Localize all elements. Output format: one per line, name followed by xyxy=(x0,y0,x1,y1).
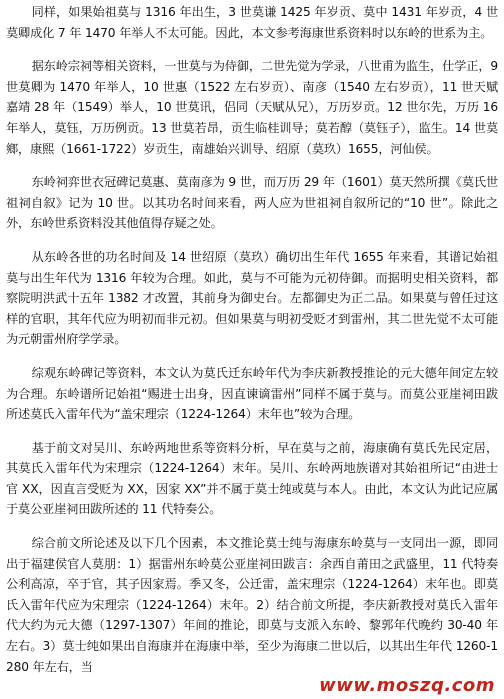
paragraph: 基于前文对吴川、东岭两地世系等资料分析，早在莫与之前，海康确有莫氏先民定居，其莫氏入雷年代为宋理宗（1224-1264）末年。吴川、东岭两地族谱对其始祖所记“由进士官 XX，因直言受贬为 XX，因家 XX”并不属于莫士纯或莫与本人。由此，本文认为此记应属于莫公亚崖祠田跋所述的 11 代特奏公。 xyxy=(6,440,498,517)
paragraph: 据东岭宗祠等相关资料，一世莫与为侍御，二世先觉为学录，八世甫为监生，仕学正，9 世莫卿为 1470 年举人，10 世惠（1522 左右岁贡）、南彦（1540 左右岁贡），11 世天赋嘉靖 28 年（1549）举人，10 世莫讯，侣同（天赋从兄），万历岁贡。12 世尔先，万历 16 年举人，莫钰，万历例贡。13 世莫若昂，贡生临桂训导；莫若醇（莫钰子），监生。14 世莫鄉，康熙（1661-1722）岁贡生，南雄始兴训导、绍原（莫玖）1655，河仙侯。 xyxy=(6,59,498,156)
paragraph: 从东岭各世的功名时间及 14 世绍原（莫玖）确切出生年代 1655 年来看，其谱记始祖莫与出生年代为 1316 年较为合理。如此，莫与不可能为元初侍御。而据明史相关资料，都察院明洪武十五年 1382 才改置，其前身为御史台。左都御史为正二品。如果莫与曾任过这样的官职，其年代应为明初而非元初。但如果莫与明初受贬才到雷州，其二世先觉不太可能为元朝雷州府学学录。 xyxy=(6,249,498,347)
paragraph: 东岭祠弈世衣冠碑记莫惠、莫南彦为 9 世，而万历 29 年（1601）莫天然所撰《莫氏世祖祠自叙》记为 10 世。以其功名时间来看，两人应为世祖祠自叙所记的“10 世”。除此之外，东岭世系资料没其他值得存疑之处。 xyxy=(6,175,498,231)
paragraph: 综合前文所论述及以下几个因素，本文推论莫士纯与海康东岭莫与一支同出一源，即同出于福建侯官人莫朋：1）据雷州东岭莫公亚崖祠田跋言：余西自莆田之武盛里，11 代特奏公利高凉，卒于官，其子因家焉。季又冬，公迁雷，盖宋理宗（1224-1264）末年也。即莫氏入雷年代应为宋理宗（1224-1264）末年。2）结合前文所提，李庆新教授对莫氏入雷年代大约为元大德（1297-1307）年间的推论，即莫与支派入东岭、黎郭年代晚约 30-40 年左右。3）莫士纯如果出自海康并在海康中举，至少为海康二世以后，以其出生年代 1260-1280 年左右，当 xyxy=(6,536,498,674)
site-watermark: www.moszq.com xyxy=(316,675,498,697)
paragraph: 综观东岭碑记等资料，本文认为莫氏迁东岭年代为李庆新教授推论的元大德年间定左较为合理。东岭谱所记始祖“赐进士出身，因直谏谪雷州”同样不属于莫与。而莫公亚崖祠田跋所述莫氏入雷年代为“盖宋理宗（1224-1264）末年也”较为合理。 xyxy=(6,365,498,422)
document-body xyxy=(6,2,498,690)
paragraph: 同样，如果始祖莫与 1316 年出生，3 世莫谦 1425 年岁贡、莫中 1431 年岁贡，4 世莫卿成化 7 年 1470 年举人不太可能。因此，本文参考海康世系资料时以东岭的世系为主。 xyxy=(6,5,498,40)
